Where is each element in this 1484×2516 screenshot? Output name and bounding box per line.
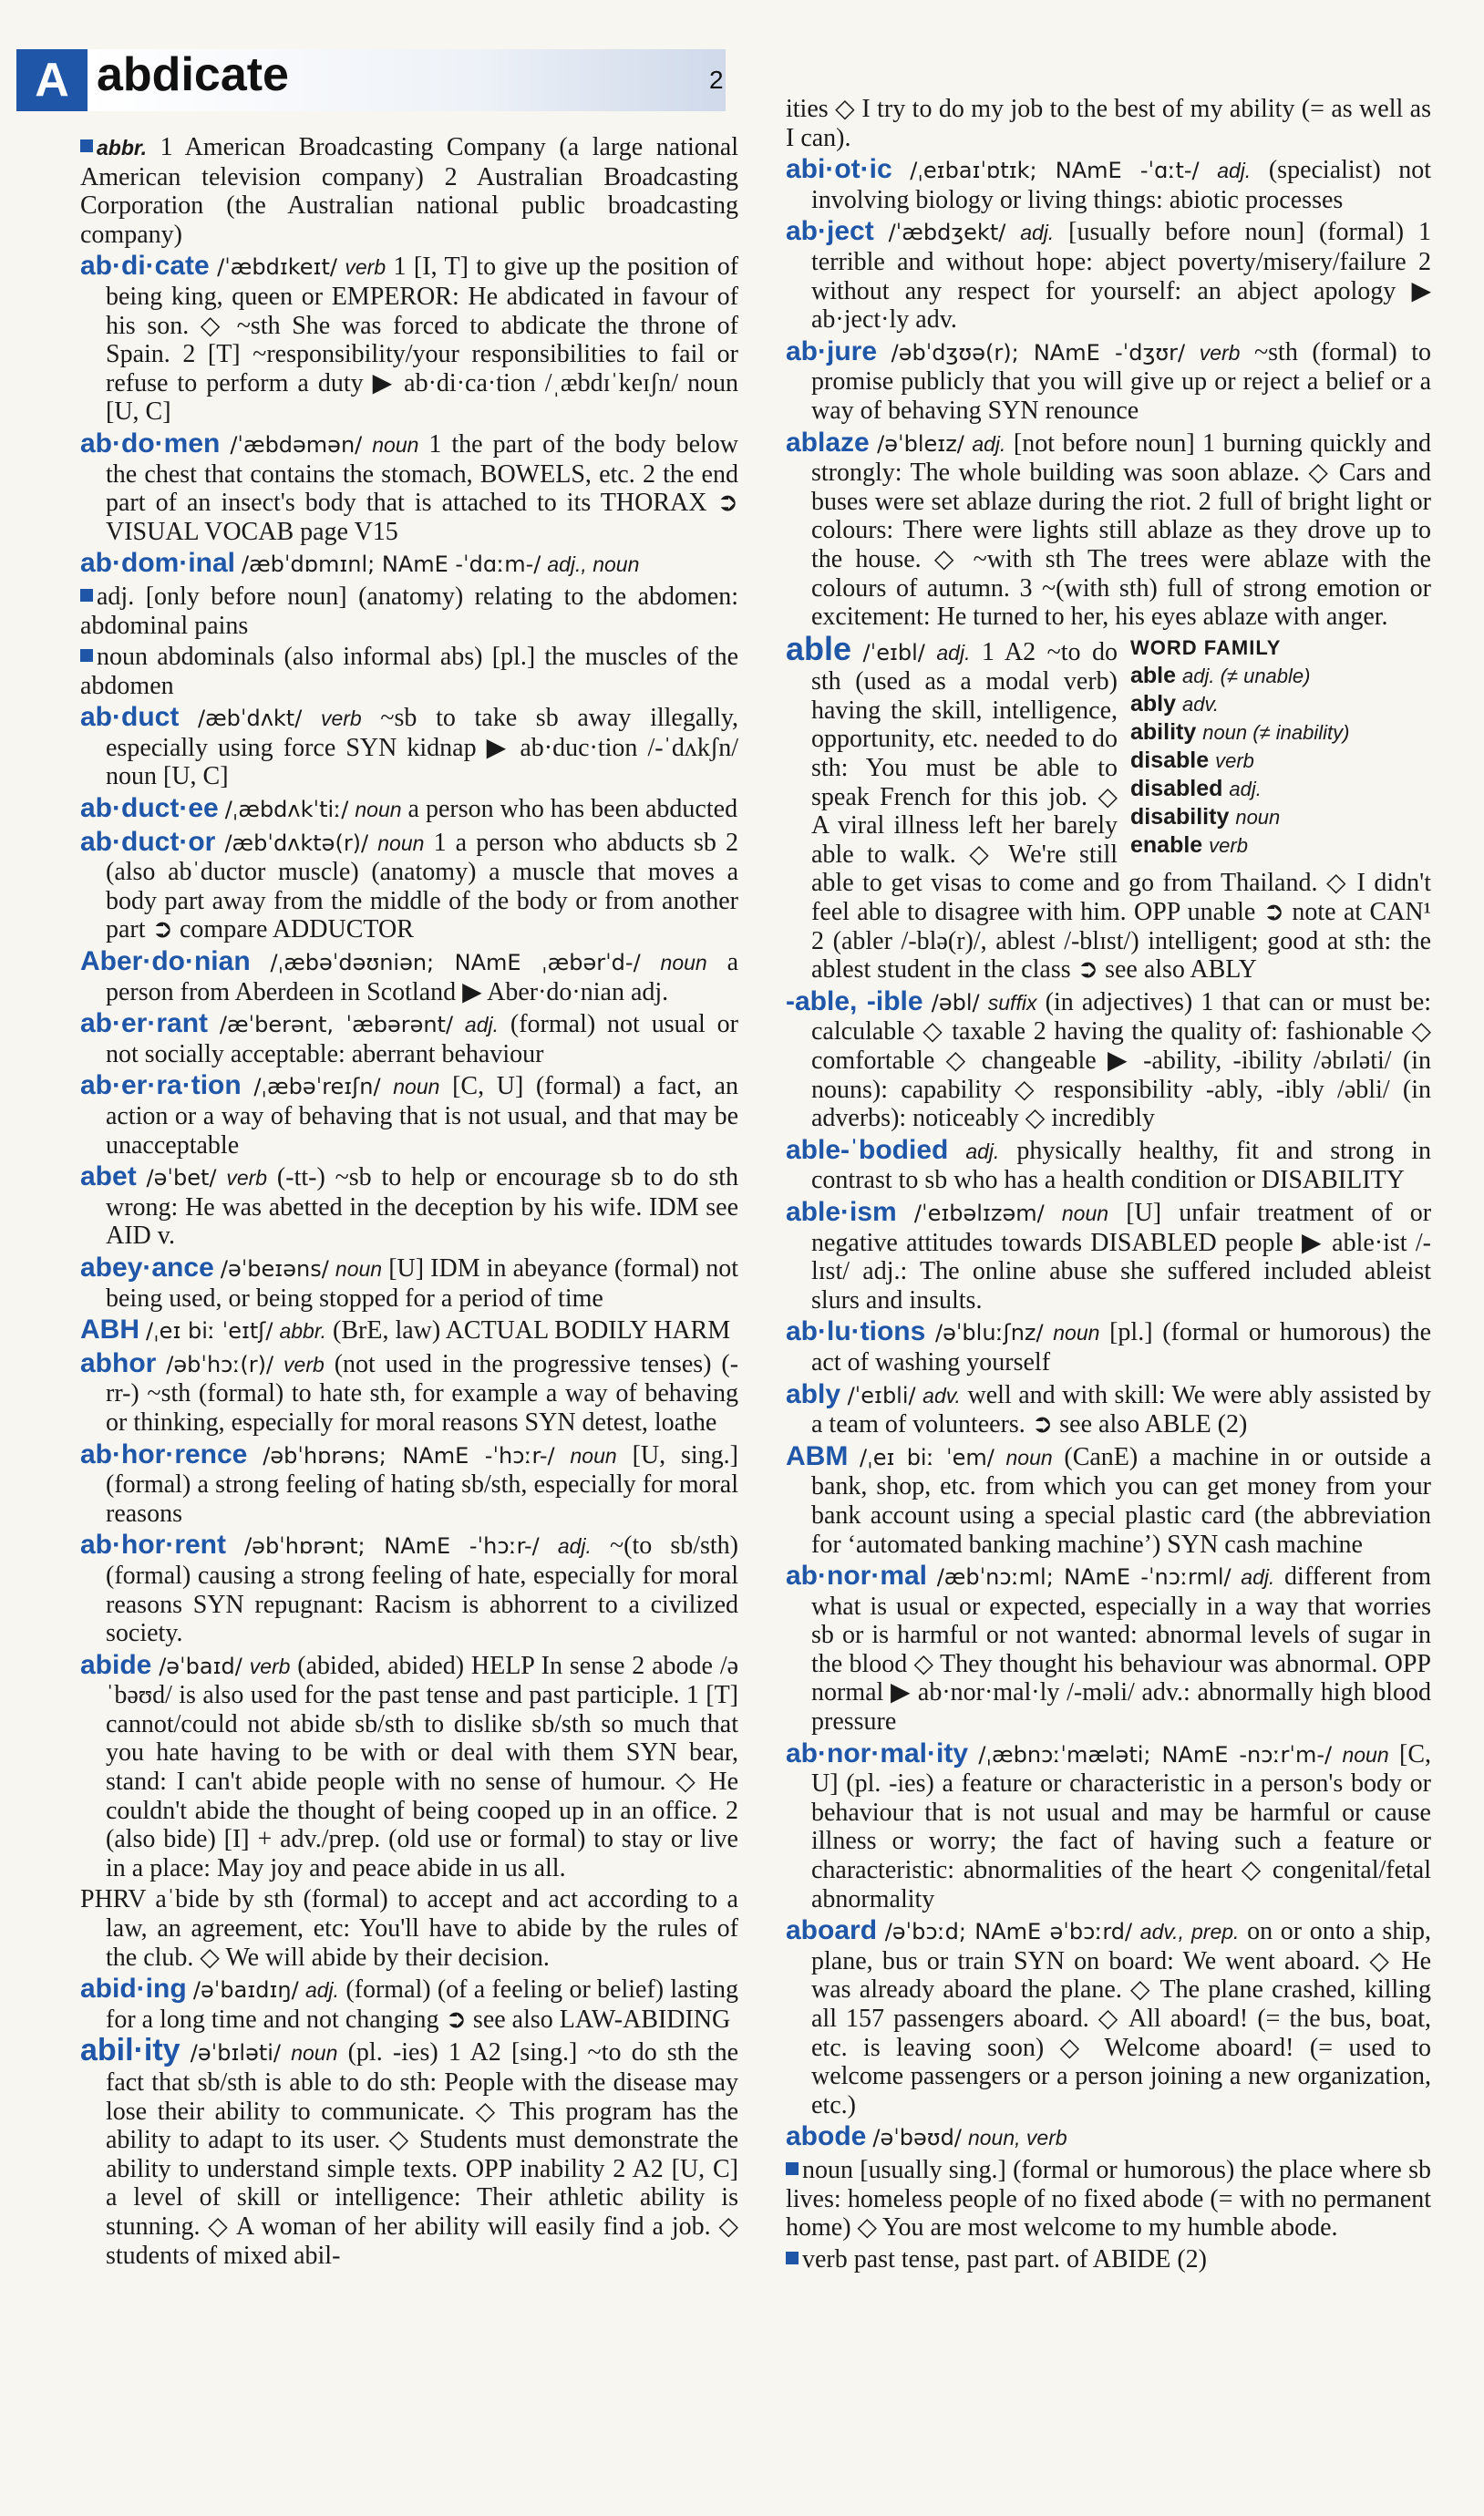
pronunciation: /əˈbaɪdɪŋ/	[192, 1977, 299, 2004]
entry-able-bodied	[786, 1136, 1431, 1195]
pronunciation: /ˌæbdʌkˈtiː/	[224, 797, 349, 823]
entry-abductee	[80, 794, 738, 825]
pronunciation: /ˈæbdʒekt/	[888, 220, 1006, 246]
definition: [pl.] (formal or humorous) the act of washing yourself	[811, 1318, 1432, 1377]
entry-abhor	[80, 1349, 738, 1438]
entry-abiding	[80, 1975, 738, 2034]
pronunciation: /ˌeɪ biː ˈeɪtʃ/	[146, 1318, 273, 1345]
headword: ab·dom·inal	[80, 548, 235, 579]
headword: abid·ing	[80, 1974, 187, 2005]
headword: abet	[80, 1161, 137, 1192]
definition: (formal) not usual or not socially acceptable: aberrant behaviour	[106, 1010, 738, 1068]
entry-aberrant	[80, 1009, 738, 1068]
definition: on or onto a ship, plane, bus or train SYN on board: We went aboard. ◇ He was already aboard the plane. ◇ The plane crashed, killing all 157 passengers aboard. ◇ All aboard! (= the bus, boat, etc. is leaving soon) ◇ Welcome aboard! (= used to welcome passengers or a person joining a new organization, etc.)	[811, 1917, 1431, 2119]
pronunciation: /ˌæbəˈreɪʃn/	[253, 1074, 381, 1100]
definition: ~sb to take sb away illegally, especially using force SYN kidnap ▶ ab·duc·tion /-ˈdʌkʃn/ noun [U, C]	[106, 704, 739, 791]
part-of-speech: adj.	[972, 431, 1006, 456]
headword: abode	[786, 2121, 867, 2152]
part-of-speech: adj.	[557, 1534, 592, 1559]
headword: ab·jure	[786, 335, 878, 366]
headword: ab·duct	[80, 702, 180, 733]
pronunciation: /ˈeɪbl/	[862, 639, 925, 665]
entry-abode-noun	[786, 2156, 1431, 2243]
pronunciation: /æˈberənt, ˈæbərənt/	[219, 1012, 454, 1038]
definition: [U] unfair treatment of or negative attitudes towards DISABLED people ▶ able·ist /-lɪst/ adj.: The online abuse she suffered included ableist slurs and insults.	[811, 1198, 1432, 1315]
entry-able-suffix	[786, 987, 1431, 1133]
entry-abet	[80, 1162, 738, 1251]
pronunciation: /əˈbeɪəns/	[220, 1255, 329, 1282]
entry-ablutions	[786, 1317, 1431, 1377]
word-family-title: WORD FAMILY	[1130, 635, 1282, 659]
entry-abdomen	[80, 429, 738, 546]
word-family-box	[1130, 634, 1431, 860]
definition: (abided, abided) HELP In sense 2 abode /əˈbəʊd/ is also used for the past tense and past participle. 1 [T] cannot/could not abide sb/sth to dislike sb/sth so much that you hate having to be with or deal with them SYN bear, stand: I can't abide people with no sense of humour. ◇ He couldn't abide the thought of being cooped up in an office. 2 (also bide) [I] + adv./prep. (old use or formal) to stay or live in a place: May joy and peace abide in us all.	[106, 1651, 739, 1882]
entry-abnormality	[786, 1739, 1431, 1914]
entry-abnormal	[786, 1562, 1431, 1737]
pronunciation: /əˈbɪləti/	[190, 2040, 281, 2067]
letter-tab: A	[16, 49, 88, 111]
entry-abode	[786, 2122, 1431, 2153]
part-of-speech: adv., prep.	[1139, 1920, 1240, 1944]
entry-abduct	[80, 703, 738, 791]
left-column	[80, 133, 738, 2273]
part-of-speech: verb	[249, 1654, 291, 1678]
entry-abm	[786, 1442, 1431, 1559]
headword: abey·ance	[80, 1252, 214, 1283]
headword: ab·nor·mal·ity	[786, 1737, 969, 1768]
headword: ab·ject	[786, 216, 874, 247]
definition: (not used in the progressive tenses) (-rr-) ~sth (formal) to hate sth, for example a way of behaving or thinking, especially for moral reasons SYN detest, loathe	[106, 1349, 739, 1437]
entry-abdominal	[80, 549, 738, 580]
definition: different from what is usual or expected, especially in a way that worries sb or is harmful or not wanted: abnormal levels of sugar in the blood ◇ They thought his behaviour was abnormal. OPP normal ▶ ab·nor·mal·ly /-məli/ adv.: abnormally high blood pressure	[811, 1562, 1432, 1737]
part-of-speech: noun	[660, 951, 707, 975]
pronunciation: /ˈæbdəmən/	[230, 431, 363, 458]
entry-abductor	[80, 828, 738, 944]
part-of-speech: noun	[1005, 1445, 1053, 1469]
part-of-speech: adj.	[1217, 159, 1252, 183]
definition: a person who has been abducted	[407, 795, 738, 824]
headword: ab·er·ra·tion	[80, 1070, 242, 1101]
entry-ably	[786, 1380, 1431, 1439]
entry-abjure	[786, 337, 1431, 426]
pronunciation: /əˈbaɪd/	[159, 1653, 242, 1679]
definition: (-tt-) ~sb to help or encourage sb to do sth wrong: He was abetted in the deception by his wife. IDM see AID v.	[106, 1163, 739, 1251]
headword: abil·ity	[80, 2033, 180, 2068]
part-of-speech: noun, verb	[967, 2126, 1067, 2150]
entry-ability	[80, 2033, 739, 2270]
definition: ~(to sb/sth) (formal) causing a strong feeling of hate, especially for moral reasons SYN repugnant: Racism is abhorrent to a civilized society.	[106, 1531, 739, 1648]
definition: [not before noun] 1 burning quickly and strongly: The whole building was soon ablaze. ◇ Cars and buses were set ablaze during the riot. 2 full of bright light or colours: There were lights still ablaze as they drove up to the house. ◇ ~with sth The trees were ablaze with the colours of autumn. 3 ~(with sth) full of strong emotion or excitement: He turned to her, his eyes ablaze with anger.	[811, 428, 1432, 632]
definition: 1 A2 ~to do sth (used as a modal verb) having the skill, intelligence, opportunity, etc. needed to do sth: You must be able to speak French for this job. ◇ A viral illness left her barely able to walk. ◇ We're still able to get visas to come and go from Thailand. ◇ I didn't feel able to disagree with him. OPP unable ➲ note at CAN¹ 2 (abler /-blə(r)/, ablest /-blɪst/) intelligent; good at sth: the ablest student in the class ➲ see also ABLY	[811, 637, 1431, 985]
part-of-speech: adj.	[464, 1013, 500, 1037]
part-of-speech: adj.	[1241, 1565, 1275, 1590]
headword: ab·duct·ee	[80, 793, 219, 824]
entry-abbr: abbr. 1 American Broadcasting Company (a large national American television company) 2 Australian Broadcasting Corporation (the Australian national public broadcasting company)	[80, 133, 738, 249]
part-of-speech: verb	[226, 1166, 268, 1191]
headword: ab·di·cate	[80, 251, 210, 282]
definition: (formal) (of a feeling or belief) lasting for a long time and not changing ➲ see also LAW-ABIDING	[106, 1975, 739, 2034]
part-of-speech: adv.	[922, 1383, 961, 1408]
definition: 1 [I, T] to give up the position of being king, queen or EMPEROR: He abdicated in favour of his son. ◇ ~sth She was forced to abdicate the throne of Spain. 2 [T] ~responsibility/your responsibilities to fail or refuse to perform a duty ▶ ab·di·ca·tion /ˌæbdɪˈkeɪʃn/ noun [U, C]	[106, 253, 739, 427]
entry-aberration	[80, 1071, 738, 1160]
part-of-speech: noun	[1342, 1742, 1389, 1767]
definition: noun abdominals (also informal abs) [pl.] the muscles of the abdomen	[80, 643, 738, 700]
part-of-speech: abbr.	[279, 1319, 327, 1344]
headword: ab·er·rant	[80, 1008, 209, 1039]
word-family-item: disable verb	[1130, 747, 1254, 773]
entry-aboard	[786, 1916, 1431, 2119]
headword: ablaze	[786, 427, 870, 458]
headword: Aber·do·nian	[80, 946, 251, 977]
entry-abject	[786, 217, 1431, 334]
part-of-speech: verb	[283, 1352, 325, 1377]
headword: aboard	[786, 1915, 878, 1946]
definition: adj. [only before noun] (anatomy) relating to the abdomen: abdominal pains	[80, 582, 738, 640]
definition: (specialist) not involving biology or living things: abiotic processes	[811, 156, 1432, 214]
headword: able-ˈbodied	[786, 1134, 949, 1165]
entry-ableism	[786, 1198, 1431, 1315]
entry-abdominal-adj	[80, 583, 738, 640]
part-of-speech: suffix	[987, 990, 1037, 1015]
definition: well and with skill: We were ably assisted by a team of volunteers. ➲ see also ABLE (2)	[811, 1380, 1432, 1439]
definition: verb past tense, past part. of ABIDE (2)	[802, 2244, 1207, 2274]
part-of-speech: verb	[1199, 340, 1241, 365]
entry-abide-phrasal-verb	[80, 1885, 738, 1972]
word-family-item: ability noun (≠ inability)	[1130, 718, 1350, 745]
entry-abhorrence	[80, 1440, 738, 1529]
bullet-square	[80, 139, 93, 152]
word-family-item: disabled adj.	[1130, 775, 1262, 801]
pronunciation: /əˈbet/	[146, 1165, 217, 1191]
headword: ab·nor·mal	[786, 1561, 928, 1592]
part-of-speech: adj.	[936, 640, 971, 665]
pronunciation: /ˈæbdɪkeɪt/	[217, 254, 337, 281]
entry-abeyance	[80, 1253, 738, 1313]
pronunciation: /əbˈhɒrənt; NAmE -ˈhɔːr-/	[244, 1533, 540, 1560]
pronunciation: /æbˈdʌktə(r)/	[224, 830, 369, 856]
pronunciation: /əˈbluːʃnz/	[934, 1320, 1044, 1346]
entry-abdominal-noun	[80, 643, 738, 700]
pronunciation: /æbˈdʌkt/	[197, 706, 303, 732]
pronunciation: /æbˈdɒmɪnl; NAmE -ˈdɑːm-/	[242, 552, 541, 578]
part-of-speech: noun	[1061, 1201, 1109, 1225]
definition: [C, U] (formal) a fact, an action or a way of behaving that is not usual, and that may be unacceptable	[106, 1072, 738, 1160]
pronunciation: /əˈbleɪz/	[877, 430, 964, 457]
headword: ab·hor·rent	[80, 1530, 226, 1561]
headword: -able, -ible	[786, 985, 923, 1016]
headword: abhor	[80, 1347, 157, 1378]
definition: (pl. -ies) 1 A2 [sing.] ~to do sth the fact that sb/sth is able to do sth: People with the disease may lose their ability to communicate. ◇ This program has the ability to adapt to its user. ◇ Students must demonstrate the ability to understand simple texts. OPP inability 2 A2 [U, C] a level of skill or intelligence: Their athletic ability is stunning. ◇ A woman of her ability will easily find a job. ◇ students of mixed abil-	[106, 2038, 739, 2270]
entry-abide	[80, 1651, 738, 1883]
definition: [U] IDM in abeyance (formal) not being used, or being stopped for a period of time	[106, 1253, 739, 1313]
bullet-square	[786, 2162, 799, 2175]
part-of-speech: adj.	[965, 1139, 1000, 1163]
definition: 1 the part of the body below the chest that contains the stomach, BOWELS, etc. 2 the end part of an insect's body that is attached to its THORAX ➲ VISUAL VOCAB page V15	[106, 429, 738, 546]
pronunciation: /ˌæbəˈdəʊniən; NAmE ˌæbərˈd-/	[270, 950, 641, 976]
headword: able	[786, 629, 852, 667]
entry-abiotic	[786, 155, 1431, 214]
pronunciation: /əˈbəʊd/	[872, 2125, 962, 2151]
part-of-speech: verb	[345, 255, 386, 280]
headword: able·ism	[786, 1196, 897, 1227]
part-of-speech: noun	[393, 1075, 440, 1099]
definition: ~sth (formal) to promise publicly that you will give up or reject a belief or a way of behaving SYN renounce	[811, 337, 1432, 425]
word-family-item: disability noun	[1130, 803, 1281, 830]
headword: abide	[80, 1649, 152, 1680]
bullet-square	[80, 589, 93, 602]
pronunciation: /ˌæbnɔːˈmæləti; NAmE -nɔːrˈm-/	[978, 1741, 1333, 1768]
part-of-speech: adj.	[304, 1978, 340, 2003]
definition: (CanE) a machine in or outside a bank, shop, etc. from which you can get money from your bank account using a special plastic card (the abbreviation for ‘automated banking machine’) SYN cash machine	[811, 1442, 1432, 1559]
pronunciation: /ˌeɪ biː ˈem/	[860, 1444, 994, 1470]
entry-abh	[80, 1315, 738, 1346]
headword: abi·ot·ic	[786, 154, 892, 185]
definition: a person from Aberdeen in Scotland ▶ Aber·do·nian adj.	[106, 948, 739, 1006]
entry-abode-verb	[786, 2245, 1431, 2274]
headword: ab·duct·or	[80, 826, 216, 857]
phrasal-verb: PHRV aˈbide by sth (formal) to accept and act according to a law, an agreement, etc: You'll have to abide by the rules of the club. ◇ We will abide by their decision.	[80, 1885, 738, 1972]
pronunciation: /ˌeɪbaɪˈɒtɪk; NAmE -ˈɑːt-/	[910, 158, 1200, 184]
word-family-item: ably adv.	[1130, 690, 1219, 717]
continued-text: ities ◇ I try to do my job to the best of my ability (= as well as I can).	[786, 95, 1431, 152]
part-of-speech: noun	[372, 432, 419, 457]
word-family-item: able adj. (≠ unable)	[1130, 662, 1311, 688]
pronunciation: /əˈbɔːd; NAmE əˈbɔːrd/	[884, 1919, 1133, 1945]
word-family-item: enable verb	[1130, 831, 1248, 858]
part-of-speech: verb	[320, 706, 362, 731]
definition: (BrE, law) ACTUAL BODILY HARM	[333, 1316, 731, 1346]
entry-aberdonian	[80, 947, 738, 1006]
pronunciation: /ˈeɪbli/	[847, 1382, 916, 1408]
definition: 1 American Broadcasting Company (a large national American television company) 2 Australian Broadcasting Corporation (the Australian national public broadcasting company)	[80, 133, 738, 249]
right-column	[786, 95, 1431, 2276]
headword: ab·lu·tions	[786, 1316, 926, 1347]
headword: ABM	[786, 1440, 849, 1471]
part-of-speech: noun	[291, 2041, 338, 2066]
pronunciation: /əbˈhɒrəns; NAmE -ˈhɔːr-/	[263, 1442, 555, 1469]
bullet-square	[786, 2252, 799, 2264]
definition: noun [usually sing.] (formal or humorous) the place where sb lives: homeless people of no fixed abode (= with no permanent home) ◇ You are most welcome to my humble abode.	[786, 2155, 1431, 2243]
part-of-speech: noun	[377, 830, 425, 855]
running-headword: abdicate	[97, 48, 289, 101]
part-of-speech: noun	[570, 1443, 617, 1468]
part-of-speech: noun	[1053, 1321, 1100, 1346]
pronunciation: /æbˈnɔːml; NAmE -ˈnɔːrml/	[936, 1564, 1232, 1591]
bullet-square	[80, 649, 93, 662]
pronunciation: /əbl/	[931, 989, 980, 1016]
pronunciation: /ˈeɪbəlɪzəm/	[913, 1200, 1045, 1226]
definition: physically healthy, fit and strong in contrast to sb who has a health condition or DISABILITY	[811, 1136, 1431, 1195]
definition: [C, U] (pl. -ies) a feature or characteristic in a person's body or behaviour that is not usual and may be harmful or cause illness or worry; the fact of having such a feature or characteristic: abnormalities of the heart ◇ congenital/fetal abnormality	[811, 1739, 1431, 1913]
part-of-speech: adj., noun	[547, 552, 640, 577]
pronunciation: /əbˈdʒʊə(r); NAmE -ˈdʒʊr/	[891, 339, 1186, 366]
page-number: 2	[709, 66, 724, 94]
definition: [usually before noun] (formal) 1 terrible and without hope: abject poverty/misery/failure 2 without any respect for yourself: an abject apology ▶ ab·ject·ly adv.	[811, 218, 1431, 335]
headword: ably	[786, 1378, 841, 1409]
definition: (in adjectives) 1 that can or must be: calculable ◇ taxable 2 having the quality of: fashionable ◇ comfortable ◇ changeable ▶ -ability, -ibility /əbɪləti/ (in nouns): capability ◇ responsibility -ably, -ibly /əbli/ (in adverbs): noticeably ◇ incredibly	[811, 987, 1432, 1133]
entry-abhorrent	[80, 1531, 738, 1647]
headword: ab·do·men	[80, 428, 221, 459]
entry-abdicate	[80, 252, 738, 427]
entry-able	[786, 629, 1431, 985]
part-of-speech: noun	[335, 1256, 383, 1281]
definition: 1 a person who abducts sb 2 (also abˈductor muscle) (anatomy) a muscle that moves a body part away from the middle of the body or from another part ➲ compare ADDUCTOR	[106, 828, 739, 944]
pronunciation: /əbˈhɔː(r)/	[166, 1351, 274, 1377]
headword: ABH	[80, 1315, 139, 1346]
definition: [U, sing.] (formal) a strong feeling of hating sb/sth, especially for moral reasons	[106, 1440, 738, 1528]
part-of-speech: adj.	[1020, 221, 1055, 245]
entry-ablaze	[786, 428, 1431, 632]
headword: ab·hor·rence	[80, 1438, 248, 1469]
part-of-speech: noun	[355, 798, 402, 822]
